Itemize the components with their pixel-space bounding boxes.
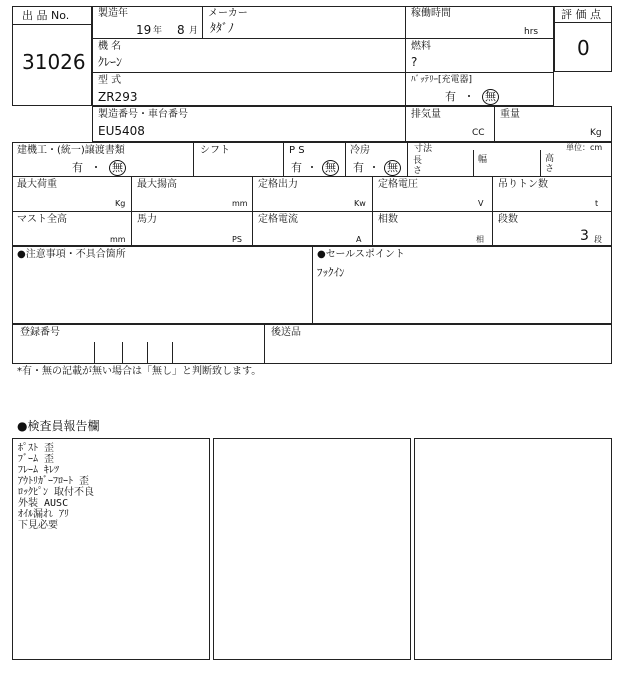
- serial-value: EU5408: [98, 124, 145, 138]
- hours-label: 稼働時間: [411, 8, 451, 19]
- phase-label: 相数: [378, 214, 398, 225]
- max-load-unit: Kg: [115, 199, 126, 208]
- lot-number-label: 出 品 No.: [22, 9, 70, 22]
- inspector-note-line: ｵｲﾙ漏れ ｱﾘ: [18, 509, 70, 520]
- inspector-notes: [18, 443, 94, 531]
- sales-points-label: ●セールスポイント: [317, 249, 405, 260]
- stage-unit: 段: [594, 235, 602, 244]
- serial-label: 製造番号・車台番号: [98, 109, 188, 120]
- mast-height-label: マスト全高: [17, 214, 67, 225]
- height-label: 高 さ: [545, 154, 555, 174]
- lift-ton-label: 吊りトン数: [498, 179, 548, 190]
- battery-label: ﾊﾞｯﾃﾘｰ[充電器]: [411, 75, 473, 85]
- phase-unit: 相: [476, 235, 484, 244]
- cooling-no-circled: 無: [384, 160, 401, 176]
- year-value: 19: [136, 23, 152, 37]
- cooling-choice: [353, 160, 401, 176]
- horsepower-label: 馬力: [137, 214, 157, 225]
- transfer-sep: ・: [90, 161, 102, 174]
- month-value: 8: [177, 23, 185, 37]
- battery-yes: 有: [445, 90, 456, 103]
- hours-unit: hrs: [524, 27, 539, 37]
- dimensions-label: 寸法: [414, 144, 433, 154]
- inspector-note-line: ｱｳﾄﾘｶﾞｰﾌﾛｰﾄ 歪: [18, 476, 90, 487]
- machine-name: ｸﾚｰﾝ: [98, 55, 123, 69]
- mast-height-unit: mm: [110, 235, 126, 244]
- footnote: *有・無の記載が無い場合は「無し」と判断致します。: [17, 366, 262, 377]
- ps-yes: 有: [291, 161, 302, 174]
- score-value: 0: [577, 36, 590, 60]
- shipping-label: 後送品: [271, 327, 301, 338]
- rated-voltage-label: 定格電圧: [378, 179, 418, 190]
- issues-label: ●注意事項・不具合箇所: [17, 249, 126, 260]
- rated-output-label: 定格出力: [258, 179, 298, 190]
- inspector-report-title: ●検査員報告欄: [17, 419, 100, 433]
- weight-label: 重量: [500, 109, 520, 120]
- cooling-label: 冷房: [350, 145, 370, 156]
- inspector-note-line: ﾎﾟｽﾄ 歪: [18, 443, 55, 454]
- weight-unit: Kg: [590, 128, 602, 138]
- inspector-panel-3: [414, 438, 612, 660]
- stage-value: 3: [580, 228, 589, 244]
- month-unit: 月: [189, 26, 199, 36]
- ps-sep: ・: [306, 161, 318, 174]
- maker-label: メーカー: [208, 8, 248, 19]
- lift-ton-unit: t: [595, 199, 599, 208]
- inspector-panel-2: [213, 438, 411, 660]
- shift-label: シフト: [200, 145, 230, 156]
- horsepower-unit: PS: [232, 235, 242, 244]
- battery-choice: [445, 89, 499, 105]
- year-label: 製造年: [98, 8, 128, 19]
- dimensions-unit-label: 単位：cm: [566, 143, 603, 152]
- max-lift-label: 最大揚高: [137, 179, 177, 190]
- transfer-no-circled: 無: [109, 160, 126, 176]
- battery-no-circled: 無: [482, 89, 499, 105]
- machine-name-label: 機 名: [98, 41, 122, 52]
- max-lift-unit: mm: [232, 199, 248, 208]
- year-unit: 年: [153, 26, 163, 36]
- inspector-note-line: 外装 AUSC: [18, 498, 69, 509]
- inspector-note-line: ﾌﾚｰﾑ ｷﾚﾂ: [18, 465, 60, 476]
- ps-label: P S: [289, 145, 305, 156]
- transfer-docs-choice: [72, 160, 126, 176]
- spec-grid: [12, 142, 612, 246]
- transfer-yes: 有: [72, 161, 83, 174]
- width-label: 幅: [478, 155, 488, 165]
- displacement-label: 排気量: [411, 109, 441, 120]
- ps-choice: [291, 160, 339, 176]
- lot-number: 31026: [22, 50, 86, 74]
- stage-label: 段数: [498, 214, 518, 225]
- max-load-label: 最大荷重: [17, 179, 57, 190]
- registration-box: [12, 324, 612, 364]
- rated-current-unit: A: [356, 235, 362, 244]
- inspector-note-line: ﾛｯｸﾋﾟﾝ 取付不良: [18, 487, 95, 498]
- battery-sep: ・: [463, 90, 475, 103]
- score-label: 評 価 点: [561, 8, 601, 21]
- registration-label: 登録番号: [20, 327, 60, 338]
- fuel-value: ?: [411, 55, 418, 69]
- inspector-note-line: 下見必要: [18, 520, 58, 531]
- transfer-docs-label: 建機工・(統一)譲渡書類: [17, 145, 125, 156]
- cooling-yes: 有: [353, 161, 364, 174]
- model-label: 型 式: [98, 75, 122, 86]
- cooling-sep: ・: [368, 161, 380, 174]
- rated-output-unit: Kw: [354, 199, 366, 208]
- sales-points-text: ﾌｯｸｲﾝ: [317, 266, 345, 279]
- ps-no-circled: 無: [322, 160, 339, 176]
- inspector-note-line: ﾌﾞｰﾑ 歪: [18, 454, 55, 465]
- rated-voltage-unit: V: [478, 199, 484, 208]
- displacement-unit: CC: [472, 128, 485, 138]
- fuel-label: 燃料: [411, 41, 431, 52]
- length-label: 長 さ: [413, 156, 423, 176]
- maker-value: ﾀﾀﾞﾉ: [210, 21, 235, 35]
- model-value: ZR293: [98, 90, 138, 104]
- rated-current-label: 定格電流: [258, 214, 298, 225]
